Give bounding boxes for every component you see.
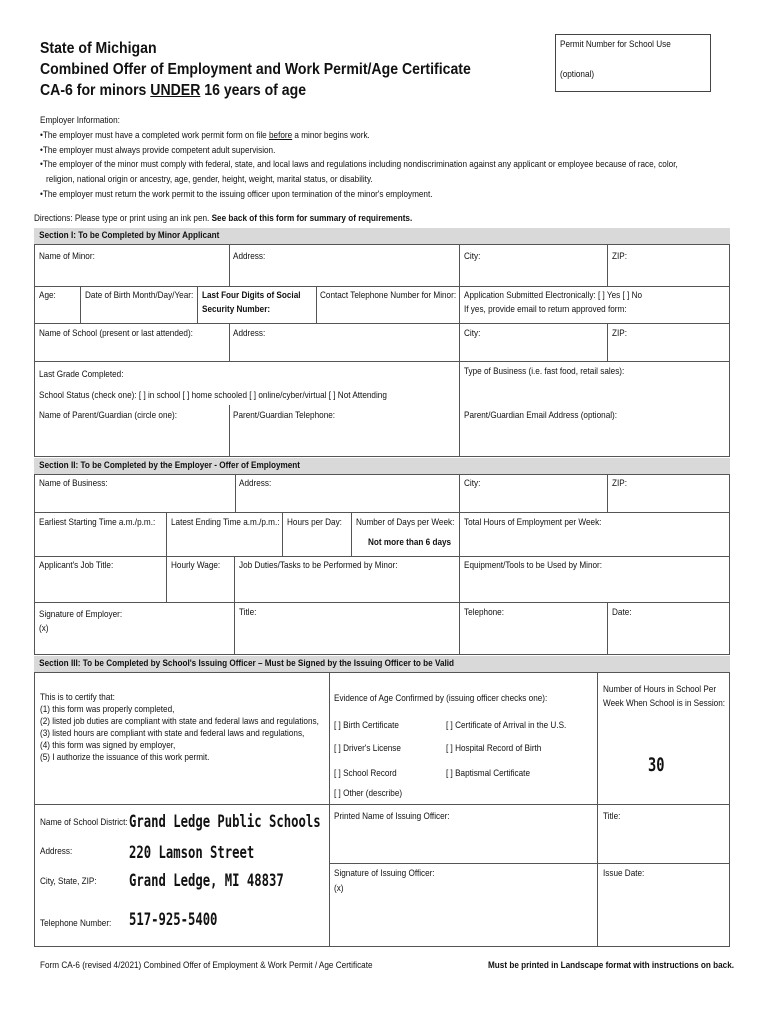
school-district-label: Name of School District: bbox=[40, 817, 128, 828]
district-telephone-value[interactable]: 517-925-5400 bbox=[129, 910, 218, 930]
footer-form-id: Form CA-6 (revised 4/2021) Combined Offer of Employment & Work Permit / Age Certificate bbox=[40, 960, 373, 971]
district-address-value[interactable]: 220 Lamson Street bbox=[129, 843, 255, 863]
form-title bbox=[40, 38, 471, 101]
business-city-field[interactable]: City: bbox=[464, 478, 481, 489]
school-record-checkbox[interactable]: [ ] School Record bbox=[334, 768, 397, 779]
parent-email-field[interactable]: Parent/Guardian Email Address (optional): bbox=[464, 410, 618, 421]
job-duties-field[interactable]: Job Duties/Tasks to be Performed by Minor: bbox=[239, 560, 398, 571]
employer-bullet-2: •The employer must always provide competent adult supervision. bbox=[40, 144, 276, 156]
employer-info-heading: Employer Information: bbox=[40, 115, 120, 126]
hours-per-day-field[interactable]: Hours per Day: bbox=[287, 517, 342, 528]
officer-title-field[interactable]: Title: bbox=[603, 811, 621, 822]
return-email-field[interactable]: If yes, provide email to return approved form: bbox=[464, 304, 627, 315]
minor-city-field[interactable]: City: bbox=[464, 251, 481, 262]
school-address-field[interactable]: Address: bbox=[233, 328, 266, 339]
school-city-field[interactable]: City: bbox=[464, 328, 481, 339]
title-line-1: State of Michigan bbox=[40, 40, 157, 57]
employer-bullet-1: •The employer must have a completed work permit form on file before a minor begins work. bbox=[40, 129, 370, 141]
arrival-certificate-checkbox[interactable]: [ ] Certificate of Arrival in the U.S. bbox=[446, 720, 567, 731]
employer-bullet-3: •The employer of the minor must comply with federal, state, and local laws and regulations including nondiscrimination against any applicant or employee because of race, color, bbox=[40, 159, 678, 171]
ssn-label-1[interactable]: Last Four Digits of Social bbox=[202, 290, 301, 301]
employer-title-field[interactable]: Title: bbox=[239, 607, 257, 618]
school-district-value[interactable]: Grand Ledge Public Schools bbox=[129, 812, 321, 832]
district-telephone-label: Telephone Number: bbox=[40, 918, 112, 929]
officer-signature-field[interactable]: Signature of Issuing Officer: bbox=[334, 868, 435, 879]
grade-field[interactable]: Last Grade Completed: bbox=[39, 369, 124, 380]
school-hours-label-1: Number of Hours in School Per bbox=[603, 684, 717, 695]
other-evidence-checkbox[interactable]: [ ] Other (describe) bbox=[334, 788, 403, 799]
business-name-field[interactable]: Name of Business: bbox=[39, 478, 108, 489]
employer-signature-x: (x) bbox=[39, 623, 49, 634]
baptismal-certificate-checkbox[interactable]: [ ] Baptismal Certificate bbox=[446, 768, 530, 779]
section-2-header: Section II: To be Completed by the Employer - Offer of Employment bbox=[34, 458, 730, 474]
employer-signature-field[interactable]: Signature of Employer: bbox=[39, 609, 123, 620]
title-line-2: Combined Offer of Employment and Work Permit/Age Certificate bbox=[40, 61, 471, 78]
days-per-week-field[interactable]: Number of Days per Week: bbox=[356, 517, 455, 528]
officer-signature-x: (x) bbox=[334, 883, 344, 894]
birth-certificate-checkbox[interactable]: [ ] Birth Certificate bbox=[334, 720, 399, 731]
hourly-wage-field[interactable]: Hourly Wage: bbox=[171, 560, 221, 571]
minor-phone-field[interactable]: Contact Telephone Number for Minor: bbox=[320, 290, 457, 301]
school-hours-value[interactable]: 30 bbox=[648, 754, 665, 776]
age-field[interactable]: Age: bbox=[39, 290, 56, 301]
employer-bullet-4: •The employer must return the work permit to the issuing officer upon termination of the minor's employment. bbox=[40, 188, 433, 200]
end-time-field[interactable]: Latest Ending Time a.m./p.m.: bbox=[171, 517, 280, 528]
title-line-3: CA-6 for minors UNDER 16 years of age bbox=[40, 82, 307, 99]
permit-number-box[interactable] bbox=[555, 34, 711, 92]
employer-date-field[interactable]: Date: bbox=[612, 607, 632, 618]
parent-phone-field[interactable]: Parent/Guardian Telephone: bbox=[233, 410, 336, 421]
directions: Directions: Please type or print using an ink pen. See back of this form for summary of requirements. bbox=[34, 213, 413, 224]
business-type-field[interactable]: Type of Business (i.e. fast food, retail sales): bbox=[464, 366, 625, 377]
section-3-header: Section III: To be Completed by School's Issuing Officer – Must be Signed by the Issuing Officer to be Valid bbox=[34, 656, 730, 672]
minor-name-field[interactable]: Name of Minor: bbox=[39, 251, 95, 262]
certification-list: This is to certify that: (1) this form was properly completed, (2) listed job duties are compliant with state and federal laws and regulations, (3) listed hours are compliant with state and federal laws and regulations, (4) this form was signed by employer, (5) I authorize the issuance of this work permit. bbox=[40, 692, 319, 764]
parent-name-field[interactable]: Name of Parent/Guardian (circle one): bbox=[39, 410, 178, 421]
drivers-license-checkbox[interactable]: [ ] Driver's License bbox=[334, 743, 401, 754]
city-state-zip-label: City, State, ZIP: bbox=[40, 876, 97, 887]
printed-name-field[interactable]: Printed Name of Issuing Officer: bbox=[334, 811, 450, 822]
minor-zip-field[interactable]: ZIP: bbox=[612, 251, 627, 262]
employer-information bbox=[40, 114, 678, 203]
business-zip-field[interactable]: ZIP: bbox=[612, 478, 627, 489]
district-address-label: Address: bbox=[40, 846, 73, 857]
electronic-submit-field[interactable]: Application Submitted Electronically: [ ] Yes [ ] No bbox=[464, 290, 643, 301]
hospital-record-checkbox[interactable]: [ ] Hospital Record of Birth bbox=[446, 743, 542, 754]
ssn-label-2: Security Number: bbox=[202, 304, 271, 315]
footer-print-note: Must be printed in Landscape format with instructions on back. bbox=[488, 960, 735, 971]
evidence-of-age-label: Evidence of Age Confirmed by (issuing officer checks one): bbox=[334, 693, 548, 704]
employer-telephone-field[interactable]: Telephone: bbox=[464, 607, 504, 618]
employer-bullet-3b: religion, national origin or ancestry, age, gender, height, weight, marital status, or disability. bbox=[46, 174, 373, 186]
school-name-field[interactable]: Name of School (present or last attended): bbox=[39, 328, 193, 339]
issue-date-field[interactable]: Issue Date: bbox=[603, 868, 645, 879]
city-state-zip-value[interactable]: Grand Ledge, MI 48837 bbox=[129, 871, 284, 891]
dob-field[interactable]: Date of Birth Month/Day/Year: bbox=[85, 290, 194, 301]
total-hours-field[interactable]: Total Hours of Employment per Week: bbox=[464, 517, 602, 528]
equipment-field[interactable]: Equipment/Tools to be Used by Minor: bbox=[464, 560, 603, 571]
business-address-field[interactable]: Address: bbox=[239, 478, 272, 489]
minor-address-field[interactable]: Address: bbox=[233, 251, 266, 262]
school-status-field[interactable]: School Status (check one): [ ] in school [ ] home schooled [ ] online/cyber/virtual [ ] Not Attending bbox=[39, 390, 387, 401]
permit-note: (optional) bbox=[560, 69, 595, 80]
job-title-field[interactable]: Applicant's Job Title: bbox=[39, 560, 114, 571]
school-hours-label-2: Week When School is in Session: bbox=[603, 698, 726, 709]
section-1-header: Section I: To be Completed by Minor Applicant bbox=[34, 228, 730, 244]
start-time-field[interactable]: Earliest Starting Time a.m./p.m.: bbox=[39, 517, 156, 528]
school-zip-field[interactable]: ZIP: bbox=[612, 328, 627, 339]
permit-label: Permit Number for School Use bbox=[560, 39, 671, 50]
days-limit-note: Not more than 6 days bbox=[368, 537, 452, 548]
